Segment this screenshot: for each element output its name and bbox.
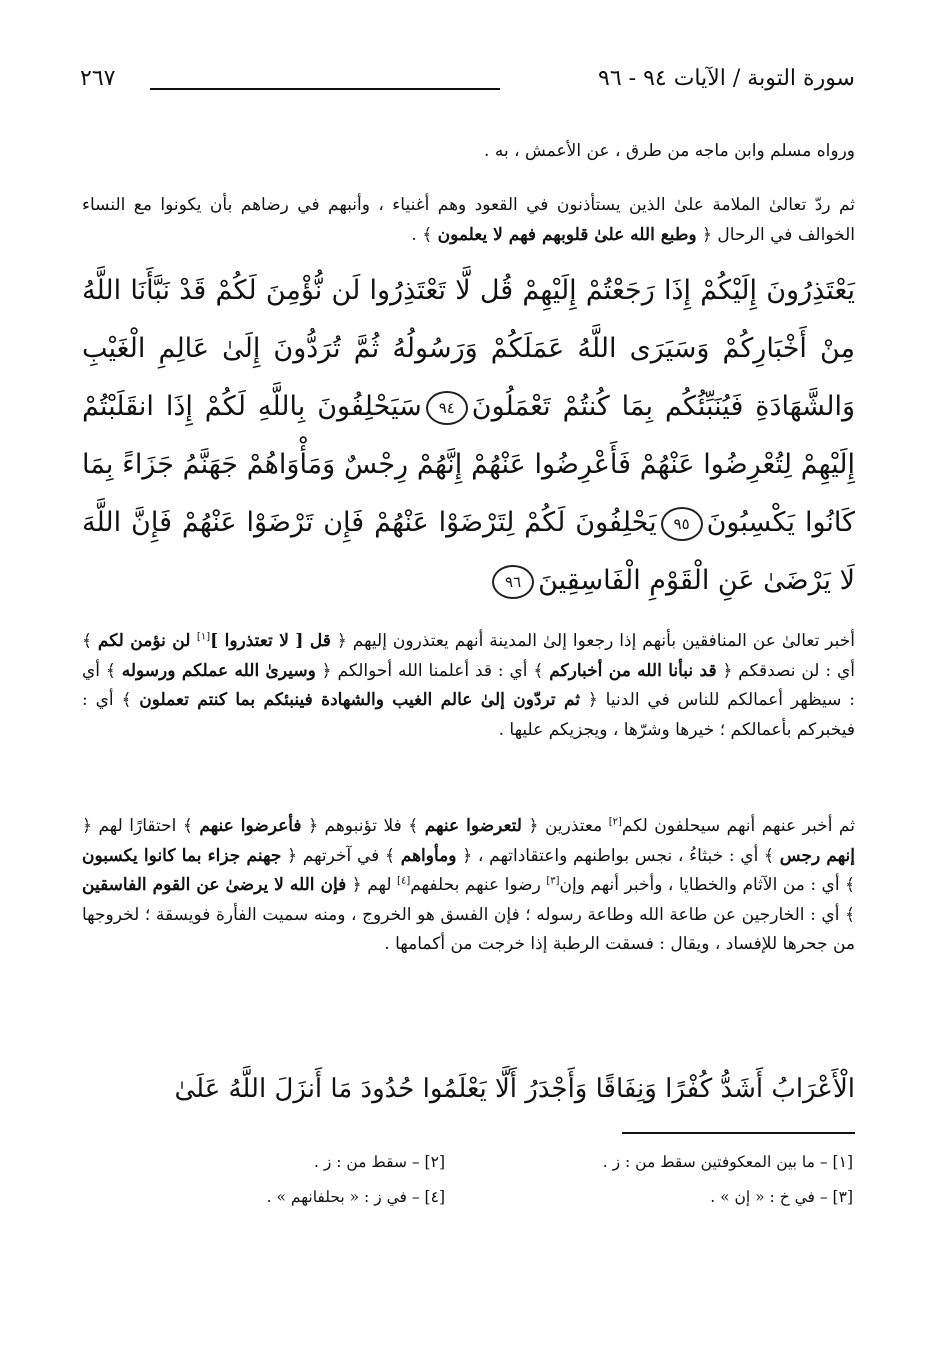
footnote-1: [١] – ما بين المعكوفتين سقط من : ز . bbox=[602, 1153, 853, 1171]
ayah-number-marker: ٩٥ bbox=[661, 507, 703, 541]
paragraph-narration: ورواه مسلم وابن ماجه من طرق ، عن الأعمش ، به . bbox=[484, 141, 855, 161]
quran-verse-97-start: الْأَعْرَابُ أَشَدُّ كُفْرًا وَنِفَاقًا وَأَجْدَرُ أَلَّا يَعْلَمُوا حُدُودَ مَا أَنزَلَ اللَّهُ عَلَىٰ bbox=[174, 1074, 855, 1104]
page-header bbox=[80, 58, 855, 98]
verse-96-text: يَحْلِفُونَ لَكُمْ لِتَرْضَوْا عَنْهُمْ فَإِن تَرْضَوْا عَنْهُمْ فَإِنَّ اللَّهَ لَا يَرْضَىٰ عَنِ الْقَوْمِ الْفَاسِقِينَ bbox=[82, 507, 855, 596]
footnote-ref: [١] bbox=[196, 631, 211, 643]
running-title: سورة التوبة / الآيات ٩٤ - ٩٦ bbox=[598, 66, 855, 91]
footnote-2: [٢] – سقط من : ز . bbox=[313, 1153, 445, 1171]
verse-95-text: سَيَحْلِفُونَ بِاللَّهِ لَكُمْ إِذَا انقَلَبْتُمْ إِلَيْهِمْ لِتُعْرِضُوا عَنْهُمْ فَأَعْرِضُوا عَنْهُمْ إِنَّهُمْ رِجْسٌ وَمَأْوَاهُمْ جَهَنَّمُ جَزَاءً بِمَا كَانُوا يَكْسِبُونَ bbox=[82, 391, 855, 538]
verse-94-text: يَعْتَذِرُونَ إِلَيْكُمْ إِذَا رَجَعْتُمْ إِلَيْهِمْ قُل لَّا تَعْتَذِرُوا لَن نُّؤْمِنَ لَكُمْ قَدْ نَبَّأَنَا اللَّهُ مِنْ أَخْبَارِكُمْ وَسَيَرَى اللَّهُ عَمَلَكُمْ وَرَسُولُهُ ثُمَّ تُرَدُّونَ إِلَىٰ عَالِمِ الْغَيْبِ وَالشَّهَادَةِ فَيُنَبِّئُكُم بِمَا كُنتُمْ تَعْمَلُونَ bbox=[82, 275, 855, 422]
footnote-ref: [٢] bbox=[608, 816, 622, 828]
footnote-3: [٣] – في خ : « إن » . bbox=[710, 1188, 853, 1206]
footnote-ref: [٣] bbox=[546, 875, 560, 887]
ayah-number-marker: ٩٤ bbox=[426, 391, 468, 425]
paragraph-commentary-2: ثم أخبر عنهم أنهم سيحلفون لكم[٢] معتذرين ﴿ لتعرضوا عنهم ﴾ فلا تؤنبوهم ﴿ فأعرضوا عنهم ﴾ احتقارًا لهم ﴿ إنهم رجس ﴾ أي : خبثاءُ ، نجس بواطنهم واعتقاداتهم ، ﴿ ومأواهم ﴾ في آخرتهم ﴿ جهنم جزاء بما كانوا يكسبون ﴾ أي : من الآثام والخطايا ، وأخبر أنهم وإن[٣] رضوا عنهم بحلفهم[٤] لهم ﴿ فإن الله لا يرضىٰ عن القوم الفاسقين ﴾ أي : الخارجين عن طاعة الله وطاعة رسوله ؛ فإن الفسق هو الخروج ، ومنه سميت الفأرة فويسقة ؛ لخروجها من جحرها للإفساد ، ويقال : فسقت الرطبة إذا خرجت من أكمامها . bbox=[82, 816, 856, 954]
footnote-separator bbox=[622, 1132, 855, 1134]
header-rule bbox=[150, 88, 500, 90]
page-number: ٢٦٧ bbox=[80, 66, 116, 91]
quoted-verse-bold: وطبع الله علىٰ قلوبهم فهم لا يعلمون bbox=[437, 224, 697, 245]
quran-verses-94-96 bbox=[82, 262, 855, 607]
footnote-4: [٤] – في ز : « بحلفانهم » . bbox=[266, 1188, 445, 1206]
footnote-ref: [٤] bbox=[397, 875, 411, 887]
ayah-number-marker: ٩٦ bbox=[492, 565, 534, 599]
paragraph-intro: ثم ردّ تعالىٰ الملامة علىٰ الذين يستأذنون في القعود وهم أغنياء ، وأنبهم في رضاهم بأن يكونوا مع النساء الخوالف في الرحال ﴿ وطبع الله علىٰ قلوبهم فهم لا يعلمون ﴾ . bbox=[82, 195, 855, 245]
paragraph-commentary-1: أخبر تعالىٰ عن المنافقين بأنهم إذا رجعوا إلىٰ المدينة أنهم يعتذرون إليهم ﴿ قل [ لا تعتذروا ][١] لن نؤمن لكم ﴾ أي : لن نصدقكم ﴿ قد نبأنا الله من أخباركم ﴾ أي : قد أعلمنا الله أحوالكم ﴿ وسيرىٰ الله عملكم ورسوله ﴾ أي : سيظهر أعمالكم للناس في الدنيا ﴿ ثم تردّون إلىٰ عالم الغيب والشهادة فينبئكم بما كنتم تعملون ﴾ أي : فيخبركم بأعمالكم ؛ خيرها وشرّها ، ويجزيكم عليها . bbox=[82, 631, 855, 740]
